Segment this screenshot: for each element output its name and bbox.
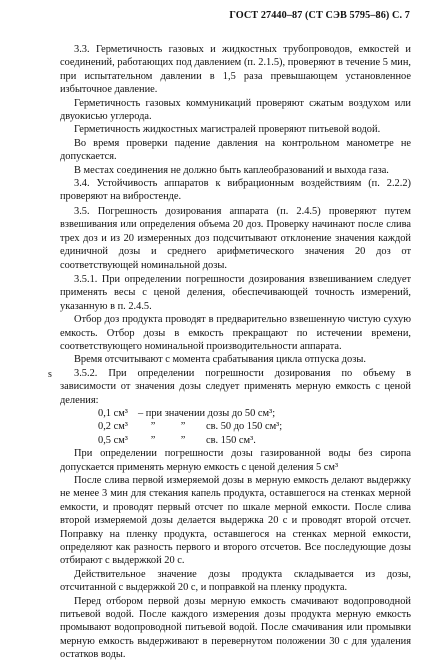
paragraph: 3.3. Герметичность газовых и жидкостных трубопроводов, емкостей и соединений, работающих под давлением (п. 2.1.5), проверяют в течение 5 мин, при испытательном давлении в 1,5 раза превышающем установленное избыточное давление. — [60, 44, 411, 96]
dose-text: св. 50 до 150 см³; — [206, 421, 283, 433]
paragraph: Время отсчитывают с момента срабатывания цикла отпуска дозы. — [74, 354, 366, 366]
page-header: ГОСТ 27440–87 (СТ СЭВ 5795–86) С. 7 — [229, 10, 410, 21]
dose-volume: 0,5 см³ — [98, 434, 128, 446]
margin-mark: ѕ — [48, 369, 52, 380]
dose-volume: 0,2 см³ — [98, 421, 128, 433]
paragraph: После слива первой измеряемой дозы в мерную емкость делают выдержку не менее 3 мин для стекания капель продукта, оставшегося на стенках мерной емкости, и проводят первый отсчет по шкале мерной емкости. После слива второй измеряемой дозы делается выдержка 20 с и проводят второй отсчет. Поправку на пленку продукта, оставшегося на стенках мерной емкости, определяют как разность первого и второго отсчетов. Все последующие дозы отбирают с выдержкой 20 с. — [60, 475, 411, 567]
ditto-mark: ” — [150, 434, 156, 446]
paragraph: 3.5. Погрешность дозирования аппарата (п. 2.4.5) проверяют путем взвешивания или определения объема 20 доз. Проверку начинают после слива трех доз и из 20 измеренных доз подсчитывают отклонение значения каждой единичной дозы и среднего арифметического значения 20 доз от соответствующей номинальной дозы. — [60, 205, 411, 271]
paragraph: Герметичность газовых коммуникаций проверяют сжатым воздухом или двуокисью углерода. — [60, 97, 411, 123]
paragraph: При определении погрешности дозы газированной воды без сиропа допускается применять мерную емкость с ценой деления 5 см³ — [60, 448, 411, 473]
dose-volume: 0,1 см³ — [98, 407, 128, 419]
dose-text: – при значении дозы до 50 см³; — [138, 407, 276, 419]
paragraph: Отбор доз продукта проводят в предварительно взвешенную чистую сухую емкость. Отбор дозы в емкость прекращают по истечении времени, соответствующего номинальной производительности аппарата. — [60, 314, 411, 352]
paragraph: Во время проверки падение давления на контрольном манометре не допускается. — [60, 137, 411, 163]
document-body — [60, 43, 411, 662]
dose-row — [98, 434, 411, 447]
ditto-mark: ” — [180, 421, 186, 433]
paragraph: Перед отбором первой дозы мерную емкость смачивают водопроводной питьевой водой. После каждого измерения дозы продукта мерную емкость промывают водопроводной питьевой водой. После смачивания или промывки мерную емкость выдерживают в перевернутом положении 30 с для удаления остатков воды. — [60, 595, 411, 661]
dose-row — [98, 407, 411, 420]
dose-text: св. 150 см³. — [206, 434, 256, 446]
ditto-mark: ” — [150, 421, 156, 433]
paragraph: 3.5.2. При определении погрешности дозирования по объему в зависимости от значения дозы следует применять мерную емкость с ценой деления: — [60, 367, 411, 406]
ditto-mark: ” — [180, 434, 186, 446]
paragraph: Действительное значение дозы продукта складывается из дозы, отсчитанной с выдержкой 20 с, и поправкой на пленку продукта. — [60, 568, 411, 594]
paragraph: 3.4. Устойчивость аппаратов к вибрационным воздействиям (п. 2.2.2) проверяют на вибростенде. — [60, 178, 411, 203]
paragraph: 3.5.1. При определении погрешности дозирования взвешиванием следует применять весы с ценой деления, обеспечивающей точность измерений, указанную в п. 2.4.5. — [60, 273, 411, 312]
paragraph: В местах соединения не должно быть каплеобразований и выхода газа. — [74, 164, 389, 176]
paragraph: Герметичность жидкостных магистралей проверяют питьевой водой. — [74, 124, 381, 136]
dose-list — [60, 407, 411, 447]
dose-row — [98, 420, 411, 433]
